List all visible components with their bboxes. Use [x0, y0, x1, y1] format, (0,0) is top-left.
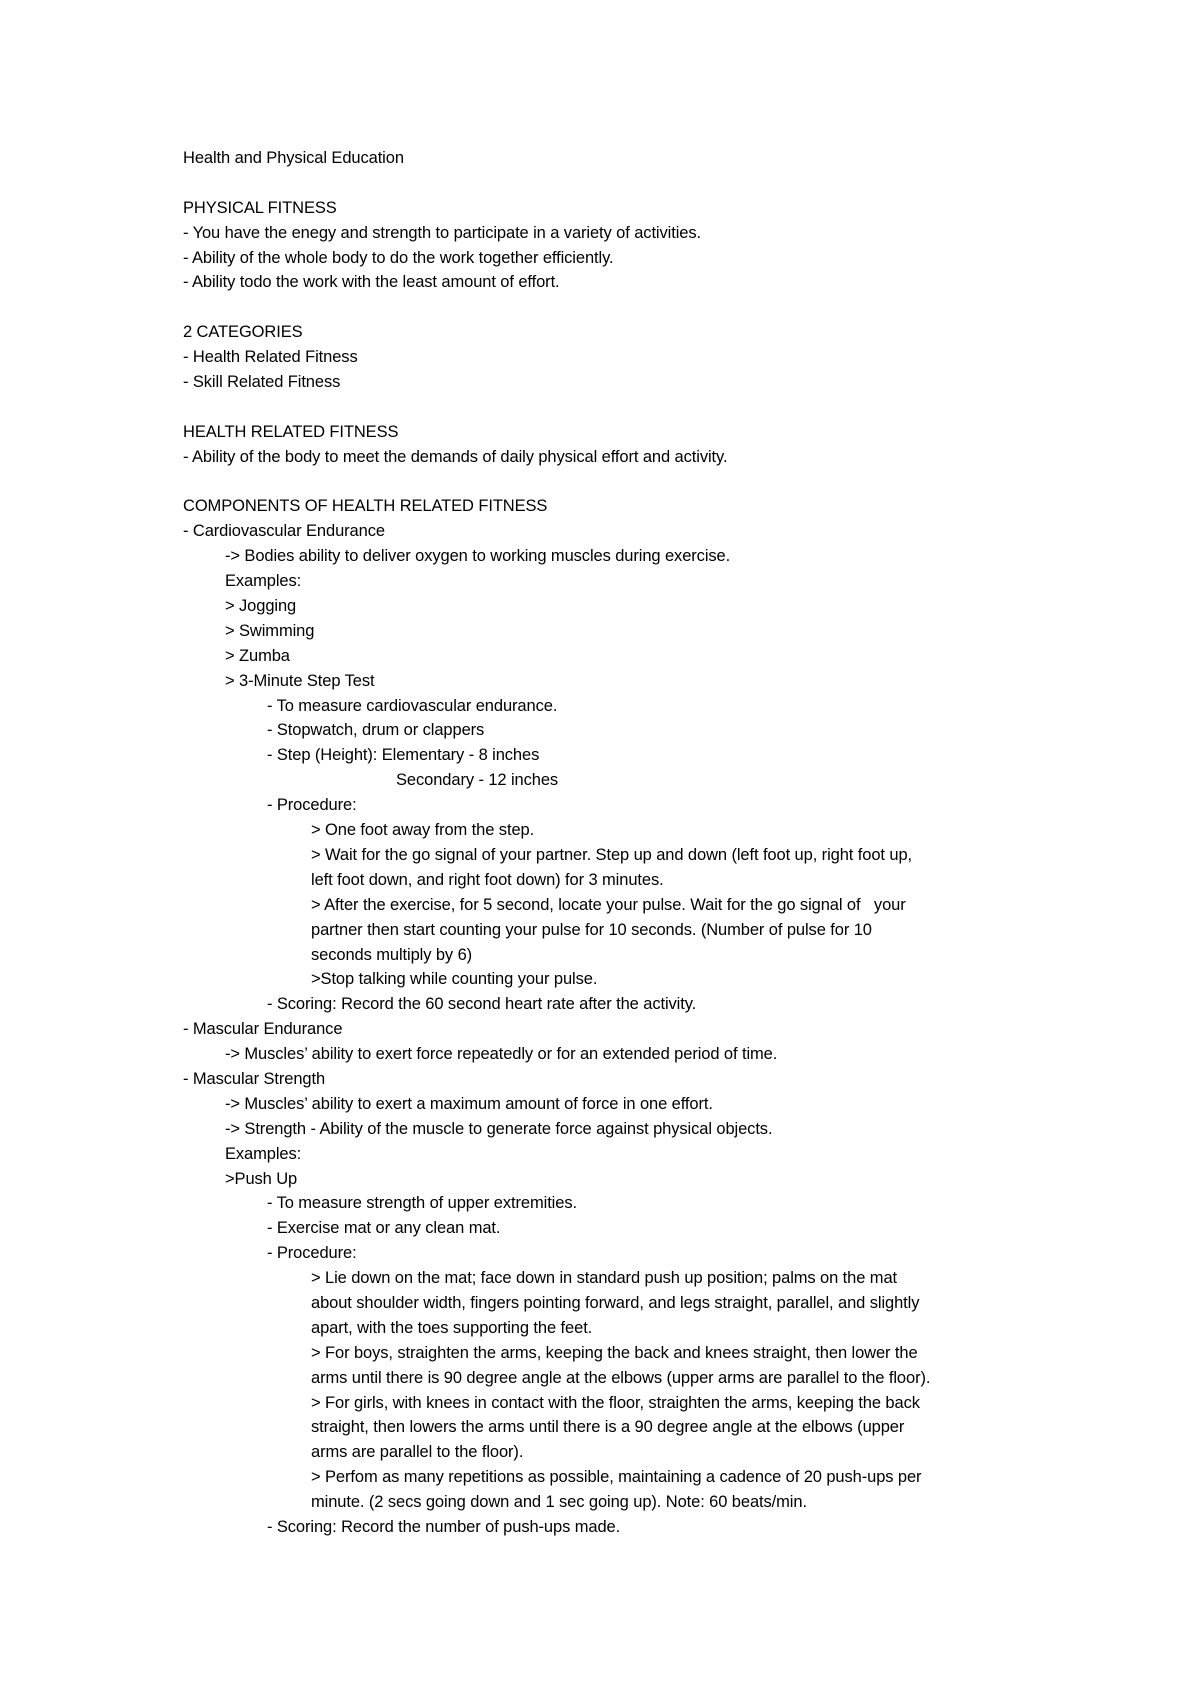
procedure-line: > After the exercise, for 5 second, locate your pulse. Wait for the go signal of your [311, 895, 906, 914]
procedure-line: arms until there is 90 degree angle at the elbows (upper arms are parallel to the floor). [311, 1368, 931, 1387]
test-detail: - Exercise mat or any clean mat. [267, 1219, 501, 1238]
spacer [183, 295, 1083, 320]
procedure-line: > Perfom as many repetitions as possible, maintaining a cadence of 20 push-ups per [311, 1468, 922, 1487]
spacer [183, 470, 1083, 495]
test-detail: - Stopwatch, drum or clappers [267, 721, 485, 740]
procedure-label: - Procedure: [267, 1244, 357, 1263]
procedure-line: minute. (2 secs going down and 1 sec going up). Note: 60 beats/min. [311, 1493, 807, 1512]
examples-label: Examples: [225, 572, 302, 591]
procedure-line: partner then start counting your pulse for 10 seconds. (Number of pulse for 10 [311, 920, 872, 939]
test-detail-secondary: Secondary - 12 inches [396, 771, 559, 790]
example-item: > 3-Minute Step Test [225, 671, 375, 690]
procedure-line: about shoulder width, fingers pointing forward, and legs straight, parallel, and slightly [311, 1293, 920, 1312]
section-heading-components: COMPONENTS OF HEALTH RELATED FITNESS [183, 497, 548, 516]
component-definition: -> Muscles’ ability to exert force repeatedly or for an extended period of time. [225, 1045, 778, 1064]
list-item: - You have the enegy and strength to participate in a variety of activities. [183, 223, 701, 242]
spacer [183, 395, 1083, 420]
example-item: > Zumba [225, 646, 290, 665]
example-item: >Push Up [225, 1169, 298, 1188]
procedure-line: >Stop talking while counting your pulse. [311, 970, 598, 989]
procedure-line: seconds multiply by 6) [311, 945, 473, 964]
examples-label: Examples: [225, 1144, 302, 1163]
component-title-cardio: - Cardiovascular Endurance [183, 522, 385, 541]
procedure-line: left foot down, and right foot down) for 3 minutes. [311, 870, 664, 889]
example-item: > Jogging [225, 597, 297, 616]
scoring-line: - Scoring: Record the number of push-ups made. [267, 1517, 621, 1536]
test-detail: - To measure cardiovascular endurance. [267, 696, 558, 715]
section-heading-health-related: HEALTH RELATED FITNESS [183, 422, 399, 441]
component-definition: -> Bodies ability to deliver oxygen to working muscles during exercise. [225, 547, 731, 566]
procedure-line: arms are parallel to the floor). [311, 1443, 524, 1462]
list-item: - Skill Related Fitness [183, 373, 341, 392]
procedure-line: > For boys, straighten the arms, keeping the back and knees straight, then lower the [311, 1343, 918, 1362]
component-definition: -> Strength - Ability of the muscle to generate force against physical objects. [225, 1119, 773, 1138]
procedure-line: > Lie down on the mat; face down in standard push up position; palms on the mat [311, 1269, 898, 1288]
list-item: - Ability todo the work with the least amount of effort. [183, 273, 560, 292]
procedure-line: apart, with the toes supporting the feet. [311, 1318, 593, 1337]
example-item: > Swimming [225, 621, 315, 640]
list-item: - Ability of the body to meet the demands of daily physical effort and activity. [183, 447, 728, 466]
list-item: - Health Related Fitness [183, 348, 358, 367]
component-title-muscular-strength: - Mascular Strength [183, 1069, 326, 1088]
procedure-line: straight, then lowers the arms until there is a 90 degree angle at the elbows (upper [311, 1418, 905, 1437]
test-detail: - To measure strength of upper extremities. [267, 1194, 577, 1213]
component-title-muscular-endurance: - Mascular Endurance [183, 1020, 343, 1039]
list-item: - Ability of the whole body to do the work together efficiently. [183, 248, 614, 267]
scoring-line: - Scoring: Record the 60 second heart rate after the activity. [267, 995, 697, 1014]
document-body [183, 146, 1083, 1540]
section-heading-physical-fitness: PHYSICAL FITNESS [183, 198, 337, 217]
procedure-line: > For girls, with knees in contact with the floor, straighten the arms, keeping the back [311, 1393, 920, 1412]
procedure-line: > One foot away from the step. [311, 821, 535, 840]
test-detail: - Step (Height): Elementary - 8 inches [267, 746, 540, 765]
component-definition: -> Muscles’ ability to exert a maximum amount of force in one effort. [225, 1094, 713, 1113]
spacer [183, 171, 1083, 196]
procedure-line: > Wait for the go signal of your partner. Step up and down (left foot up, right foot up, [311, 845, 912, 864]
procedure-label: - Procedure: [267, 796, 357, 815]
document-title: Health and Physical Education [183, 149, 404, 167]
section-heading-categories: 2 CATEGORIES [183, 323, 303, 342]
